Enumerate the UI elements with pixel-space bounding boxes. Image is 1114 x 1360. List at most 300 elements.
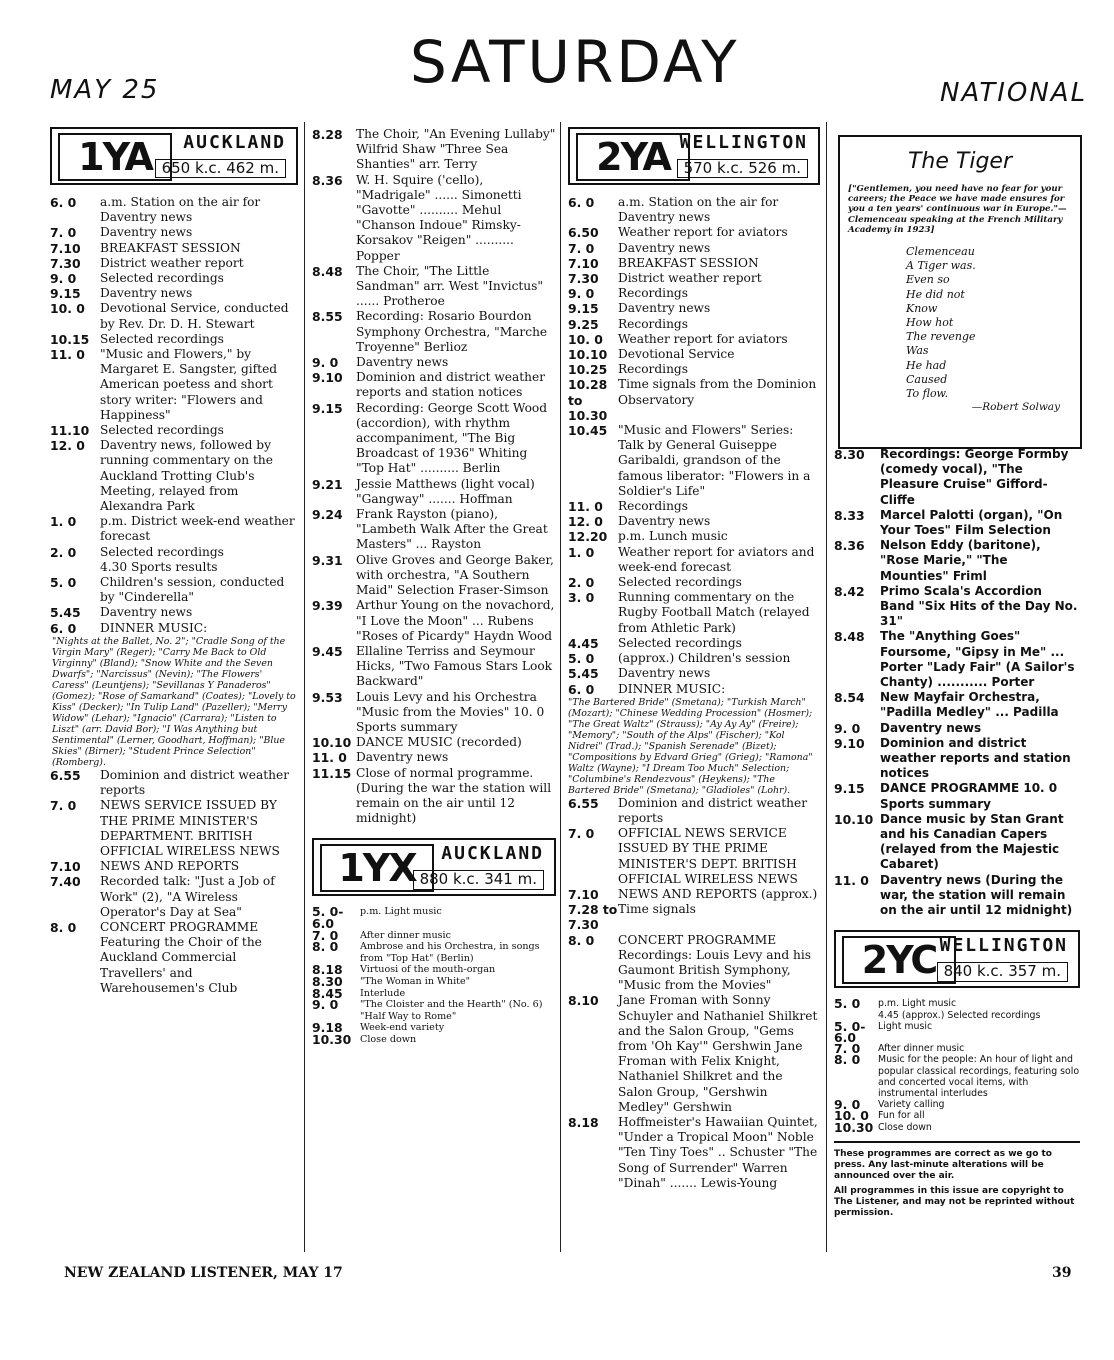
station-2yc-box bbox=[834, 930, 1080, 988]
station-name: AUCKLAND bbox=[441, 843, 544, 865]
programme-description: District weather report bbox=[100, 255, 244, 270]
programme-time: 5.45 bbox=[568, 666, 599, 682]
programme-time: 10. 0 bbox=[568, 331, 603, 347]
programme-item bbox=[568, 887, 820, 902]
programme-time: 9.15 bbox=[834, 781, 865, 797]
programme-item bbox=[568, 301, 820, 316]
programme-time: 9.18 bbox=[312, 1020, 343, 1036]
programme-time: 7. 0 bbox=[50, 798, 77, 814]
programme-item bbox=[568, 1115, 820, 1191]
programme-item bbox=[568, 529, 820, 544]
programme-time: 10.30 bbox=[834, 1119, 874, 1135]
programme-description: The "Anything Goes" Foursome, "Gipsy in Me" ... Porter "Lady Fair" (A Sailor's Chanty) ........... Porter bbox=[880, 629, 1075, 690]
programme-description: Arthur Young on the novachord, "I Love the Moon" ... Rubens "Roses of Picardy" Haydn Wood bbox=[356, 598, 555, 643]
programme-time: 11. 0 bbox=[568, 499, 603, 515]
programme-time: 12. 0 bbox=[50, 438, 85, 454]
poem-epigraph: ["Gentlemen, you need have no fear for your careers; the Peace we have made ensures for you a ten years' continuous war in Europe."—Clemenceau speaking at the French Military Academy in 1923] bbox=[848, 184, 1067, 235]
programme-description: Recordings bbox=[618, 499, 688, 514]
programme-item bbox=[50, 347, 298, 423]
programme-item bbox=[312, 507, 556, 553]
programme-time: 12.20 bbox=[568, 529, 608, 545]
poem-line: Know bbox=[906, 301, 938, 315]
programme-time: 7.10 bbox=[50, 240, 81, 256]
programme-description: Daventry news bbox=[618, 240, 711, 255]
programme-item bbox=[312, 127, 556, 173]
programme-description: Recordings: George Formby (comedy vocal), "The Pleasure Cruise" Gifford-Cliffe bbox=[880, 447, 1069, 507]
programme-item bbox=[834, 1054, 1080, 1099]
station-frequency: 570 k.c. 526 m. bbox=[677, 159, 808, 178]
programme-item bbox=[312, 941, 556, 964]
programme-time: 6.50 bbox=[568, 225, 599, 241]
programme-time: 9.45 bbox=[312, 643, 343, 659]
page-date: MAY 25 bbox=[50, 75, 160, 105]
programme-item bbox=[50, 605, 298, 620]
programme-description: BREAKFAST SESSION bbox=[618, 255, 759, 270]
programme-item bbox=[568, 286, 820, 301]
programme-item bbox=[312, 477, 556, 507]
programme-description: District weather report bbox=[618, 271, 762, 286]
programme-time: 7.10 bbox=[50, 859, 81, 875]
programme-time bbox=[50, 560, 100, 575]
programme-description: Selected recordings bbox=[100, 423, 224, 438]
programme-description: BREAKFAST SESSION bbox=[100, 240, 241, 255]
programme-list bbox=[312, 127, 556, 826]
poem-author: —Robert Solway bbox=[971, 401, 1060, 414]
programme-item bbox=[568, 377, 820, 423]
programme-time: 7.30 bbox=[568, 271, 599, 287]
programme-time: 5. 0 bbox=[568, 651, 595, 667]
programme-description: (approx.) Children's session bbox=[618, 651, 791, 666]
programme-description: Daventry news bbox=[356, 355, 449, 370]
programme-description: Time signals from the Dominion Observatory bbox=[618, 377, 817, 407]
programme-time: 8.28 bbox=[312, 127, 343, 142]
programme-description: NEWS AND REPORTS bbox=[100, 859, 240, 874]
programme-item bbox=[50, 225, 298, 240]
programme-description: 4.45 (approx.) Selected recordings bbox=[878, 1009, 1041, 1021]
programme-time: 8. 0 bbox=[834, 1052, 861, 1068]
programme-description: Daventry news bbox=[356, 750, 449, 765]
programme-item bbox=[312, 644, 556, 690]
poem-title: The Tiger bbox=[907, 149, 1012, 174]
programme-description: Primo Scala's Accordion Band "Six Hits of the Day No. 31" bbox=[880, 583, 1078, 629]
programme-item bbox=[834, 447, 1080, 508]
programme-time: 9.10 bbox=[834, 735, 865, 751]
programme-time: 9. 0 bbox=[834, 720, 861, 736]
programme-time: 6.55 bbox=[568, 795, 599, 811]
programme-description: "Music and Flowers," by Margaret E. Sangster, gifted American poetess and short story writer: "Flowers and Happiness" bbox=[100, 347, 278, 422]
programme-time: 8. 0 bbox=[568, 932, 595, 948]
programme-description: Recordings bbox=[618, 362, 688, 377]
column-3 bbox=[568, 127, 820, 1191]
programme-time: 6. 0 bbox=[568, 681, 595, 697]
programme-description: Selected recordings bbox=[100, 544, 224, 559]
programme-description: The Choir, "An Evening Lullaby" Wilfrid Shaw "Three Sea Shanties" arr. Terry bbox=[356, 127, 556, 172]
programme-time: 9.31 bbox=[312, 552, 343, 568]
programme-description: Dominion and district weather reports and station notices bbox=[356, 370, 546, 400]
programme-description: Recorded talk: "Just a Job of Work" (2), "A Wireless Operator's Day at Sea" bbox=[100, 874, 275, 919]
programme-description: Weather report for aviators bbox=[618, 225, 788, 240]
programme-description: DANCE MUSIC (recorded) bbox=[356, 735, 522, 750]
programme-time: 8.30 bbox=[834, 447, 865, 462]
programme-time: 8.36 bbox=[312, 172, 343, 188]
programme-description: a.m. Station on the air for Daventry news bbox=[618, 195, 779, 225]
programme-time: 8.48 bbox=[834, 629, 865, 645]
programme-description: Virtuosi of the mouth-organ bbox=[360, 964, 496, 976]
programme-item bbox=[50, 286, 298, 301]
poem-line: The revenge bbox=[906, 330, 976, 344]
programme-time: 8.45 bbox=[312, 985, 343, 1001]
programme-item bbox=[568, 993, 820, 1115]
programme-item bbox=[568, 317, 820, 332]
programme-description: p.m. District week-end weather forecast bbox=[100, 514, 295, 544]
programme-description: OFFICIAL NEWS SERVICE ISSUED BY THE PRIME MINISTER'S DEPT. BRITISH OFFICIAL WIRELESS NEWS bbox=[618, 826, 798, 886]
programme-description: Close of normal programme. (During the war the station will remain on the air until 12 midnight) bbox=[356, 765, 552, 826]
programme-time: 11. 0 bbox=[834, 872, 869, 888]
programme-description: "The Cloister and the Hearth" (No. 6) "Half Way to Rome" bbox=[360, 999, 543, 1022]
programme-item bbox=[50, 874, 298, 920]
programme-item bbox=[312, 598, 556, 644]
programme-description: Daventry news bbox=[618, 301, 711, 316]
programme-time: 8.30 bbox=[312, 973, 343, 989]
programme-item bbox=[50, 560, 298, 575]
programme-description: Children's session, conducted by "Cinderella" bbox=[100, 575, 285, 605]
programme-time: 10. 0 bbox=[834, 1108, 869, 1124]
programme-time: 8.18 bbox=[312, 962, 343, 978]
programme-item bbox=[568, 545, 820, 575]
programme-time: 6. 0 bbox=[568, 195, 595, 210]
programme-time: 11.10 bbox=[50, 423, 90, 439]
programme-list bbox=[834, 447, 1080, 918]
programme-item bbox=[568, 682, 820, 697]
programme-description: a.m. Station on the air for Daventry news bbox=[100, 195, 261, 225]
programme-time: 7.28 to 7.30 bbox=[568, 902, 618, 933]
programme-description: Recordings bbox=[618, 316, 688, 331]
programme-item bbox=[50, 575, 298, 605]
programme-list bbox=[568, 195, 820, 697]
programme-time: 5. 0 bbox=[834, 996, 861, 1012]
station-1ya-box bbox=[50, 127, 298, 185]
programme-item bbox=[50, 768, 298, 798]
programme-time: 7.30 bbox=[50, 255, 81, 271]
programme-item bbox=[568, 347, 820, 362]
programme-time: 8. 0 bbox=[312, 939, 339, 955]
poem-box bbox=[838, 135, 1082, 449]
programme-item bbox=[834, 781, 1080, 811]
programme-description: Daventry news bbox=[100, 605, 193, 620]
programme-item bbox=[312, 264, 556, 310]
programme-item bbox=[834, 508, 1080, 538]
column-2 bbox=[312, 127, 556, 1045]
programme-item bbox=[568, 332, 820, 347]
column-divider bbox=[826, 122, 827, 1252]
programme-time: 11. 0 bbox=[312, 750, 347, 766]
programme-time: 12. 0 bbox=[568, 514, 603, 530]
programme-item bbox=[568, 796, 820, 826]
programme-list bbox=[568, 796, 820, 1191]
footer-publication: NEW ZEALAND LISTENER, MAY 17 bbox=[64, 1265, 343, 1281]
programme-time: 9.53 bbox=[312, 689, 343, 705]
programme-item bbox=[568, 362, 820, 377]
station-frequency: 840 k.c. 357 m. bbox=[937, 962, 1068, 981]
station-logo: 2YA bbox=[576, 133, 690, 181]
programme-item bbox=[50, 621, 298, 636]
programme-description: Selected recordings bbox=[618, 575, 742, 590]
programme-description: Dominion and district weather reports bbox=[618, 795, 808, 825]
programme-description: After dinner music bbox=[360, 929, 451, 941]
programme-description: Running commentary on the Rugby Football Match (relayed from Athletic Park) bbox=[618, 590, 810, 635]
dinner-music-list: "Nights at the Ballet, No. 2"; "Cradle Song of the Virgin Mary" (Reger); "Carry Me Back to Old Virginny" (Bland); "Snow White and the Seven Dwarfs"; "Narcissus" (Nevin); "The Flowers' Caress" (Leuntjens); "Sevillanas Y Panaderos" (Gomez); "Rose of Samarkand" (Coates); "Lovely to Kiss" (Decker); "In Tulip Land" (Pazeller); "Merry Widow" (Lehar); "Ignacio" (Carrara); "Listen to Liszt" (arr. David Bor); "I Was Anything but Sentimental" (Lerner, Goodhart, Hoffman); "Blue Skies" (Birner); "Student Prince Selection" (Romberg). bbox=[52, 635, 296, 768]
programme-description: Ambrose and his Orchestra, in songs from "Top Hat" (Berlin) bbox=[360, 941, 540, 964]
programme-description: Recording: George Scott Wood (accordion), with rhythm accompaniment, "The Big Broadcast of 1936" Whiting "Top Hat" .......... Berlin bbox=[356, 400, 548, 476]
programme-description: Daventry news bbox=[880, 720, 982, 735]
programme-item bbox=[312, 964, 556, 976]
programme-description: After dinner music bbox=[878, 1043, 965, 1055]
programme-item bbox=[834, 1010, 1080, 1021]
programme-description: Selected recordings bbox=[100, 331, 224, 346]
programme-time: 5.45 bbox=[50, 605, 81, 621]
programme-item bbox=[50, 271, 298, 286]
station-frequency: 650 k.c. 462 m. bbox=[155, 159, 286, 178]
programme-item bbox=[50, 256, 298, 271]
programme-item bbox=[312, 750, 556, 765]
programme-item bbox=[834, 629, 1080, 690]
programme-description: Louis Levy and his Orchestra "Music from the Movies" 10. 0 Sports summary bbox=[356, 689, 545, 734]
programme-time: 8.36 bbox=[834, 538, 865, 554]
programme-time: 7. 0 bbox=[568, 240, 595, 256]
station-name: AUCKLAND bbox=[183, 132, 286, 153]
programme-description: Daventry news bbox=[100, 286, 193, 301]
programme-item bbox=[312, 553, 556, 599]
programme-item bbox=[834, 812, 1080, 873]
programme-description: Close down bbox=[360, 1033, 417, 1045]
programme-item bbox=[568, 636, 820, 651]
programme-item bbox=[312, 999, 556, 1022]
programme-time: 2. 0 bbox=[50, 544, 77, 560]
poem-line: Was bbox=[906, 344, 929, 358]
programme-description: Selected recordings bbox=[618, 635, 742, 650]
programme-description: Hoffmeister's Hawaiian Quintet, "Under a Tropical Moon" Noble "Ten Tiny Toes" .. Schuster "The Song of Surrender" Warren "Dinah" ....... Lewis-Young bbox=[618, 1114, 818, 1190]
programme-description: Weather report for aviators and week-end forecast bbox=[618, 544, 815, 574]
programme-item bbox=[312, 370, 556, 400]
programme-item bbox=[834, 1041, 1080, 1057]
programme-description: Jane Froman with Sonny Schuyler and Nathaniel Shilkret and the Salon Group, "Gems from 'Oh Kay'" Gershwin Jane Froman with Felix Knight, Nathaniel Shilkret and the Salon Group, "Gershwin Medley" Gershwin bbox=[618, 993, 818, 1114]
programme-description: Interlude bbox=[360, 987, 406, 999]
programme-description: Music for the people: An hour of light and popular classical recordings, featuring solo and concerted vocal items, with instrumental interludes bbox=[878, 1054, 1080, 1099]
programme-description: DINNER MUSIC: bbox=[618, 681, 726, 696]
notice-text: These programmes are correct as we go to press. Any last-minute alterations will be announced over the air. bbox=[834, 1148, 1052, 1181]
programme-item bbox=[568, 933, 820, 994]
programme-description: Light music bbox=[878, 1020, 933, 1032]
programme-item bbox=[312, 735, 556, 750]
programme-item bbox=[834, 1097, 1080, 1113]
programme-time: 11. 0 bbox=[50, 347, 85, 363]
programme-item bbox=[568, 514, 820, 529]
programme-time: 9. 0 bbox=[50, 271, 77, 287]
programme-time: 9.15 bbox=[312, 400, 343, 416]
programme-item bbox=[834, 1018, 1080, 1045]
programme-time: 8. 0 bbox=[50, 919, 77, 935]
programme-time: 9. 0 bbox=[312, 355, 339, 371]
programme-description: Week-end variety bbox=[360, 1022, 445, 1034]
programme-description: p.m. Light music bbox=[878, 998, 957, 1010]
programme-description: Dominion and district weather reports and station notices bbox=[880, 735, 1071, 781]
programme-time: 9.10 bbox=[312, 370, 343, 386]
programme-description: Daventry news bbox=[618, 666, 711, 681]
programme-item bbox=[834, 721, 1080, 736]
programme-description: The Choir, "The Little Sandman" arr. West "Invictus" ...... Protheroe bbox=[356, 263, 543, 309]
programme-description: Selected recordings bbox=[100, 271, 224, 286]
programme-description: 4.30 Sports results bbox=[100, 559, 218, 574]
programme-description: Daventry news bbox=[618, 514, 711, 529]
programme-item bbox=[568, 241, 820, 256]
programme-time: 7. 0 bbox=[834, 1041, 861, 1057]
programme-item bbox=[834, 690, 1080, 720]
poem-line: Caused bbox=[906, 372, 948, 386]
programme-description: NEWS SERVICE ISSUED BY THE PRIME MINISTER'S DEPARTMENT. BRITISH OFFICIAL WIRELESS NEWS bbox=[100, 798, 280, 858]
programme-description: New Mayfair Orchestra, "Padilla Medley" ... Padilla bbox=[880, 690, 1059, 720]
programme-time: 10.10 bbox=[834, 811, 874, 827]
programme-time: 9.21 bbox=[312, 476, 343, 492]
programme-time: 5. 0-6.0 bbox=[834, 1018, 866, 1045]
programme-time: 10. 0 bbox=[50, 301, 85, 317]
programme-description: Recording: Rosario Bourdon Symphony Orchestra, "Marche Troyenne" Berlioz bbox=[356, 309, 548, 354]
network-label: NATIONAL bbox=[940, 78, 1088, 108]
programme-item bbox=[50, 438, 298, 514]
programme-time: 8.48 bbox=[312, 263, 343, 279]
programme-item bbox=[312, 927, 556, 943]
programme-list bbox=[312, 906, 556, 1045]
programme-time: 7.10 bbox=[568, 255, 599, 271]
programme-description: Devotional Service bbox=[618, 347, 735, 362]
programme-description: Nelson Eddy (baritone), "Rose Marie," "The Mounties" Friml bbox=[880, 538, 1041, 583]
programme-description: Time signals bbox=[618, 902, 696, 917]
programme-time: 8.18 bbox=[568, 1114, 599, 1130]
programme-time: 10.25 bbox=[568, 362, 608, 378]
programme-time: 1. 0 bbox=[50, 514, 77, 530]
column-1yx-auckland bbox=[50, 127, 298, 996]
programme-time: 9.15 bbox=[568, 301, 599, 317]
copyright-notice: All programmes in this issue are copyright to The Listener, and may not be reprinted without permission. bbox=[834, 1185, 1075, 1218]
programme-time: 11.15 bbox=[312, 765, 352, 781]
programme-time: 10.15 bbox=[50, 331, 90, 347]
station-frequency: 880 k.c. 341 m. bbox=[413, 870, 544, 889]
programme-description: W. H. Squire ('cello), "Madrigale" ...... Simonetti "Gavotte" .......... Mehul "Chanson Indoue" Rimsky-Korsakov "Reigen" .......... Popper bbox=[356, 172, 522, 263]
station-logo: 2YC bbox=[842, 936, 956, 984]
programme-item bbox=[312, 766, 556, 827]
station-1yx-box bbox=[312, 838, 556, 896]
programme-description: CONCERT PROGRAMME Recordings: Louis Levy and his Gaumont British Symphony, "Music from the Movies" bbox=[618, 932, 812, 993]
programme-time: 10.30 bbox=[312, 1031, 352, 1047]
programme-time: 6. 0 bbox=[50, 195, 77, 210]
programme-description: DINNER MUSIC: bbox=[100, 620, 208, 635]
programme-time: 9.25 bbox=[568, 316, 599, 332]
programme-time: 7. 0 bbox=[568, 826, 595, 842]
programme-description: "Music and Flowers" Series: Talk by General Guiseppe Garibaldi, grandson of the famous liberator: "Flowers in a Soldier's Life" bbox=[618, 423, 811, 498]
poem-line: Clemenceau bbox=[906, 245, 975, 259]
programme-list bbox=[50, 768, 298, 996]
programme-item bbox=[568, 225, 820, 240]
programme-time: 4.45 bbox=[568, 635, 599, 651]
programme-time: 8.42 bbox=[834, 583, 865, 599]
programme-item bbox=[568, 195, 820, 225]
page-day-title: SATURDAY bbox=[410, 28, 740, 96]
programme-item bbox=[568, 575, 820, 590]
programme-item bbox=[312, 355, 556, 370]
programme-item bbox=[312, 401, 556, 477]
programme-item bbox=[568, 271, 820, 286]
programme-time: 9.39 bbox=[312, 598, 343, 614]
programme-time: 7. 0 bbox=[50, 225, 77, 241]
programme-item bbox=[50, 301, 298, 331]
programme-description: Olive Groves and George Baker, with orchestra, "A Southern Maid" Selection Fraser-Simson bbox=[356, 552, 554, 598]
page-number: 39 bbox=[1052, 1265, 1072, 1281]
programme-time: 6.55 bbox=[50, 767, 81, 783]
station-logo: 1YA bbox=[58, 133, 172, 181]
programme-description: Dominion and district weather reports bbox=[100, 767, 290, 798]
column-4 bbox=[834, 447, 1080, 1219]
programme-time: 8.54 bbox=[834, 690, 865, 706]
programme-item bbox=[312, 309, 556, 355]
programme-item bbox=[50, 241, 298, 256]
station-logo: 1YX bbox=[320, 844, 434, 892]
programme-time: 10.10 bbox=[312, 735, 352, 751]
programme-description: p.m. Light music bbox=[360, 906, 442, 918]
station-2ya-box bbox=[568, 127, 820, 185]
programme-description: Devotional Service, conducted by Rev. Dr. D. H. Stewart bbox=[100, 301, 289, 331]
programme-list bbox=[834, 996, 1080, 1135]
programme-item bbox=[50, 545, 298, 560]
programme-item bbox=[312, 1031, 556, 1047]
programme-time: 7.40 bbox=[50, 874, 81, 890]
programme-time: 6. 0 bbox=[50, 620, 77, 636]
programme-time: 8.55 bbox=[312, 309, 343, 325]
programme-time: 10.45 bbox=[568, 423, 608, 439]
programme-time: 1. 0 bbox=[568, 544, 595, 560]
programme-time: 8.10 bbox=[568, 993, 599, 1009]
programme-item bbox=[50, 332, 298, 347]
programme-time: 10.10 bbox=[568, 347, 608, 363]
programme-item bbox=[50, 798, 298, 859]
programme-time: 5. 0-6.0 bbox=[312, 904, 344, 931]
programme-time: 9.24 bbox=[312, 507, 343, 523]
poem-line: How hot bbox=[906, 316, 954, 330]
programme-time: 8.33 bbox=[834, 507, 865, 523]
column-divider bbox=[560, 122, 561, 1252]
programme-list bbox=[50, 195, 298, 636]
programme-item bbox=[50, 423, 298, 438]
programme-item bbox=[568, 651, 820, 666]
poem-line: A Tiger was. bbox=[906, 259, 976, 273]
programme-description: Weather report for aviators bbox=[618, 331, 788, 346]
programme-description: p.m. Lunch music bbox=[618, 529, 728, 544]
programme-time: 2. 0 bbox=[568, 575, 595, 591]
programme-item bbox=[568, 499, 820, 514]
programme-item bbox=[568, 666, 820, 681]
programme-item bbox=[834, 736, 1080, 782]
programme-description: Marcel Palotti (organ), "On Your Toes" Film Selection bbox=[880, 507, 1063, 538]
station-name: WELLINGTON bbox=[939, 935, 1068, 957]
programme-item bbox=[834, 1119, 1080, 1135]
programme-item bbox=[568, 423, 820, 499]
poem-line: Even so bbox=[906, 273, 950, 287]
programme-description: Daventry news bbox=[100, 225, 193, 240]
poem-line: To flow. bbox=[906, 387, 949, 401]
programme-description: Daventry news, followed by running commentary on the Auckland Trotting Club's Meeting, relayed from Alexandra Park bbox=[100, 438, 273, 514]
programme-item bbox=[834, 538, 1080, 584]
programme-item bbox=[50, 859, 298, 874]
programme-description: NEWS AND REPORTS (approx.) bbox=[618, 886, 818, 901]
programme-time: 9. 0 bbox=[568, 286, 595, 302]
